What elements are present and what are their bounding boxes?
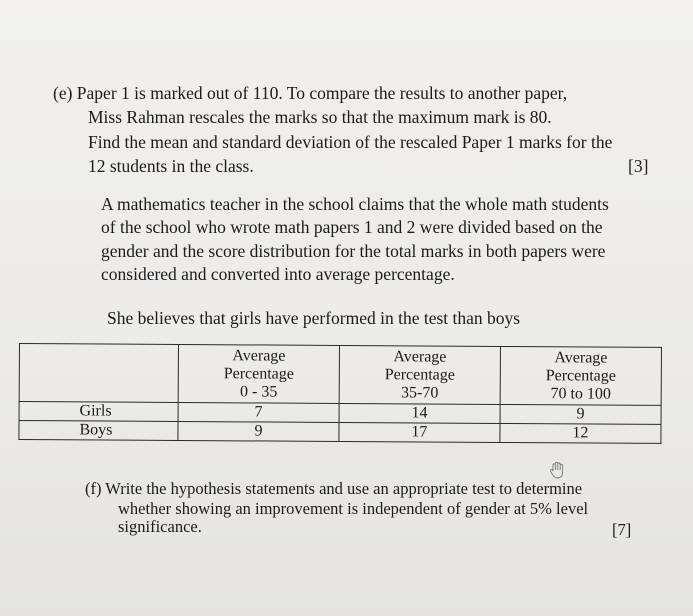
table-row	[19, 421, 661, 444]
header-35-70-line-1: Average	[393, 348, 447, 366]
header-0-35-line-3: 0 - 35	[239, 383, 278, 401]
header-35-70-line-2: Percentage	[384, 366, 455, 384]
header-0-35-line-1: Average	[232, 347, 286, 365]
part-e-line-3: Find the mean and standard deviation of the rescaled Paper 1 marks for the	[88, 132, 613, 152]
row-label-boys: Boys	[19, 421, 178, 441]
header-70-100-line-3: 70 to 100	[550, 385, 611, 403]
boys-0-35: 9	[178, 421, 339, 441]
girls-70-100: 9	[500, 404, 661, 424]
part-f-marks: [7]	[612, 520, 632, 539]
table-header-row	[19, 344, 661, 406]
belief-statement: She believes that girls have performed in the test than boys	[107, 308, 521, 328]
claim-line-2: of the school who wrote math papers 1 and 2 were divided based on the	[101, 217, 603, 237]
header-35-70-line-3: 35-70	[400, 384, 439, 402]
table-corner-cell	[19, 344, 178, 403]
header-0-35-line-2: Percentage	[223, 365, 294, 383]
header-70-100-line-1: Average	[554, 349, 608, 367]
part-e-line-4: 12 students in the class.	[88, 156, 254, 176]
part-f-line-3: significance.	[118, 517, 202, 536]
hand-cursor-icon	[546, 461, 568, 481]
claim-line-1: A mathematics teacher in the school claims that the whole math students	[101, 194, 609, 214]
boys-70-100: 12	[500, 423, 661, 443]
part-f-line-1: (f) Write the hypothesis statements and use an appropriate test to determine	[85, 479, 583, 498]
header-70-100-line-2: Percentage	[545, 367, 616, 385]
header-0-35	[178, 344, 339, 403]
claim-line-3: gender and the score distribution for the total marks in both papers were	[101, 241, 606, 261]
score-table	[18, 343, 662, 444]
boys-35-70: 17	[339, 422, 500, 442]
girls-35-70: 14	[339, 403, 500, 423]
claim-line-4: considered and converted into average percentage.	[101, 264, 455, 284]
part-e-marks: [3]	[628, 156, 649, 176]
part-f-line-2: whether showing an improvement is independent of gender at 5% level	[118, 499, 589, 518]
header-35-70	[339, 345, 500, 404]
header-70-100	[500, 346, 661, 405]
part-e-line-1: (e) Paper 1 is marked out of 110. To compare the results to another paper,	[53, 83, 568, 103]
row-label-girls: Girls	[19, 402, 178, 422]
girls-0-35: 7	[178, 402, 339, 422]
part-e-line-2: Miss Rahman rescales the marks so that the maximum mark is 80.	[88, 107, 552, 127]
